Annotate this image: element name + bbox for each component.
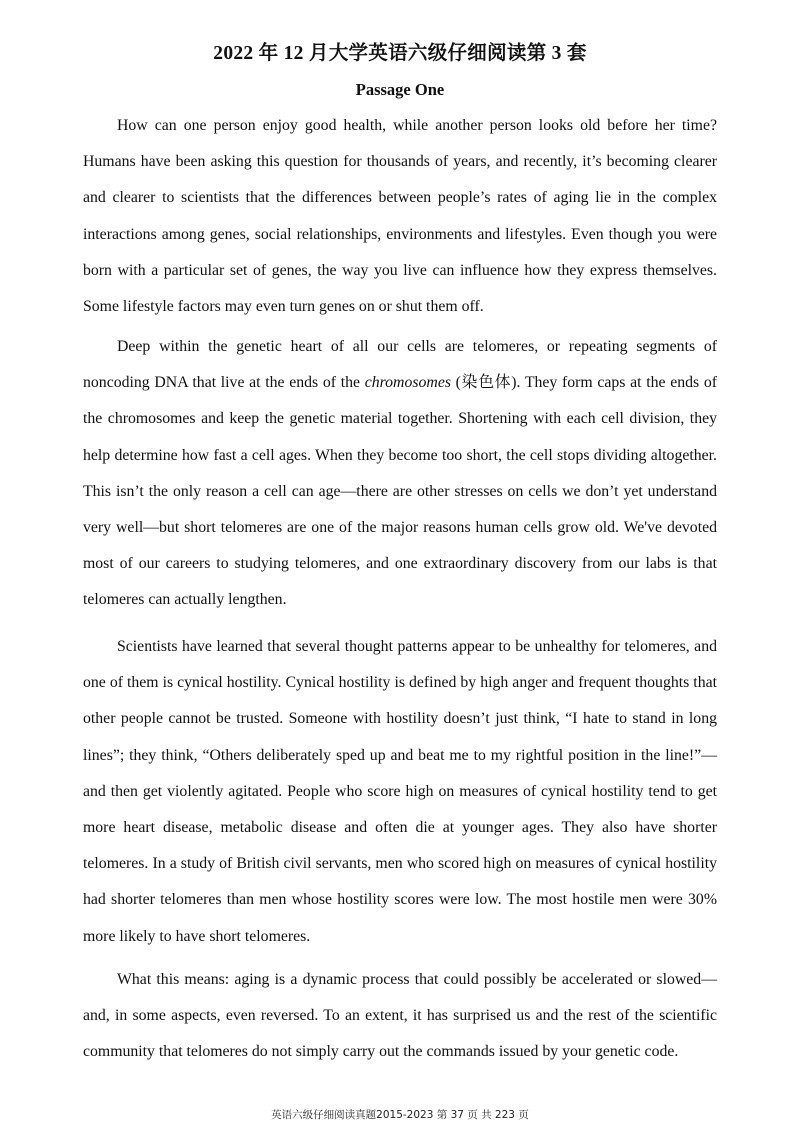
passage-title: Passage One [355,80,445,99]
paragraph-2-text-start: Deep within the genetic heart of all our cells are telomeres, or repeating segments of noncoding DNA that live at the ends of the [83,338,717,392]
document-title: 2022 年 12 月大学英语六级仔细阅读第 3 套 [213,43,587,64]
paragraph-2 [83,329,717,619]
page-footer: 英语六级仔细阅读真题2015-2023 第 37 页 共 223 页 [271,1109,529,1121]
paragraph-4: What this means: aging is a dynamic process that could possibly be accelerated or slowed—and, in some aspects, even reversed. To an extent, it has surprised us and the rest of the scientific community that telomeres do not simply carry out the commands issued by your genetic code. [83,971,717,1061]
chromosomes-term: chromosomes [364,374,451,392]
paragraph-1: How can one person enjoy good health, while another person looks old before her time? Humans have been asking this question for thousands of years, and recently, it’s becoming clearer and clearer to scientists that the differences between people’s rates of aging lie in the complex interactions among genes, social relationships, environments and lifestyles. Even though you were born with a particular set of genes, the way you live can influence how they express themselves. Some lifestyle factors may even turn genes on or shut them off. [83,117,717,316]
paragraph-2-text-end: (染色体). They form caps at the ends of the chromosomes and keep the genetic material together. Shortening with each cell division, they help determine how fast a cell ages. When they become too short, the cell stops dividing altogether. This isn’t the only reason a cell can age—there are other stresses on cells we don’t yet understand very well—but short telomeres are one of the major reasons human cells grow old. We've devoted most of our careers to studying telomeres, and one extraordinary discovery from our labs is that telomeres can actually lengthen. [83,374,718,609]
paragraph-3: Scientists have learned that several thought patterns appear to be unhealthy for telomeres, and one of them is cynical hostility. Cynical hostility is defined by high anger and frequent thoughts that other people cannot be trusted. Someone with hostility doesn’t just think, “I hate to stand in long lines”; they think, “Others deliberately sped up and beat me to my rightful position in the line!”—and then get violently agitated. People who score high on measures of cynical hostility tend to get more heart disease, metabolic disease and often die at younger ages. They also have shorter telomeres. In a study of British civil servants, men who scored high on measures of cynical hostility had shorter telomeres than men whose hostility scores were low. The most hostile men were 30% more likely to have short telomeres. [83,638,717,945]
